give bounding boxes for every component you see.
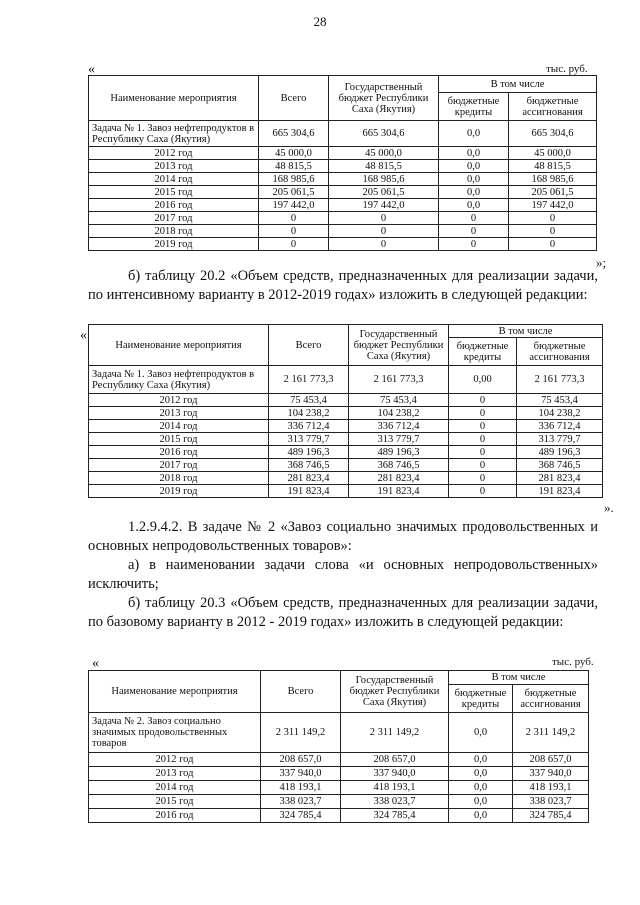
header-total: Всего [261,671,341,713]
header-allocations: бюджетные ассигнования [509,93,597,121]
value-cell: 418 193,1 [261,781,341,795]
header-credits: бюджетные кредиты [449,338,517,366]
header-total: Всего [269,325,349,366]
year-cell: 2014 год [89,420,269,433]
task-name-cell: Задача № 1. Завоз нефтепродуктов в Республику Саха (Якутия) [89,121,259,147]
value-cell: 337 940,0 [341,767,449,781]
value-cell: 0 [259,212,329,225]
value-cell: 104 238,2 [349,407,449,420]
value-cell: 0,0 [439,199,509,212]
value-cell: 0 [329,212,439,225]
value-cell: 281 823,4 [269,472,349,485]
quote-close-2: ». [604,500,614,515]
task-value-cell: 2 311 149,2 [261,713,341,753]
header-name: Наименование мероприятия [89,325,269,366]
value-cell: 104 238,2 [269,407,349,420]
year-cell: 2017 год [89,459,269,472]
value-cell: 45 000,0 [509,147,597,160]
header-including: В том числе [439,76,597,93]
value-cell: 48 815,5 [329,160,439,173]
table-row [89,173,597,186]
value-cell: 205 061,5 [329,186,439,199]
value-cell: 48 815,5 [259,160,329,173]
value-cell: 168 985,6 [329,173,439,186]
year-cell: 2016 год [89,199,259,212]
value-cell: 368 746,5 [517,459,603,472]
header-allocations: бюджетные ассигнования [513,685,589,713]
year-cell: 2013 год [89,160,259,173]
value-cell: 0 [449,433,517,446]
value-cell: 208 657,0 [341,753,449,767]
value-cell: 0 [509,225,597,238]
value-cell: 368 746,5 [269,459,349,472]
table-row [89,199,597,212]
task-row [89,713,589,753]
value-cell: 48 815,5 [509,160,597,173]
year-cell: 2018 год [89,472,269,485]
value-cell: 191 823,4 [349,485,449,498]
task-row [89,121,597,147]
value-cell: 205 061,5 [509,186,597,199]
value-cell: 336 712,4 [269,420,349,433]
value-cell: 0 [439,212,509,225]
table-row [89,147,597,160]
paragraph-table-20-2: б) таблицу 20.2 «Объем средств, предназначенных для реализации задачи, по интенсивному варианту в 2012-2019 годах» изложить в следующей редакции: [88,268,598,303]
year-cell: 2019 год [89,485,269,498]
task-value-cell: 665 304,6 [509,121,597,147]
task-value-cell: 2 311 149,2 [341,713,449,753]
year-cell: 2016 год [89,446,269,459]
task-value-cell: 2 161 773,3 [269,366,349,394]
year-cell: 2015 год [89,433,269,446]
value-cell: 338 023,7 [513,795,589,809]
year-cell: 2014 год [89,173,259,186]
value-cell: 104 238,2 [517,407,603,420]
header-budget: Государственный бюджет Республики Саха (Якутия) [341,671,449,713]
table-row [89,186,597,199]
value-cell: 0 [259,238,329,251]
year-cell: 2018 год [89,225,259,238]
task-name-cell: Задача № 2. Завоз социально значимых продовольственных товаров [89,713,261,753]
value-cell: 197 442,0 [259,199,329,212]
value-cell: 489 196,3 [349,446,449,459]
funding-table-3 [88,670,589,823]
table-row [89,420,603,433]
year-cell: 2014 год [89,781,261,795]
value-cell: 0 [449,485,517,498]
value-cell: 489 196,3 [517,446,603,459]
value-cell: 313 779,7 [517,433,603,446]
header-budget: Государственный бюджет Республики Саха (Якутия) [349,325,449,366]
paragraph-item-a: а) в наименовании задачи слова «и основных непродовольственных» исключить; [88,557,598,592]
value-cell: 324 785,4 [261,809,341,823]
value-cell: 0 [439,225,509,238]
task-value-cell: 665 304,6 [259,121,329,147]
table-row [89,795,589,809]
header-budget: Государственный бюджет Республики Саха (Якутия) [329,76,439,121]
table-row [89,472,603,485]
funding-table-1 [88,75,597,251]
year-cell: 2019 год [89,238,259,251]
value-cell: 0 [449,394,517,407]
header-including: В том числе [449,671,589,685]
quote-open-2: « [80,328,87,343]
table-row [89,809,589,823]
value-cell: 336 712,4 [349,420,449,433]
value-cell: 418 193,1 [513,781,589,795]
value-cell: 0 [449,459,517,472]
task-row [89,366,603,394]
value-cell: 0 [449,446,517,459]
header-name: Наименование мероприятия [89,671,261,713]
quote-close-1: »; [596,255,607,270]
unit-label-1: тыс. руб. [546,63,588,75]
table-row [89,394,603,407]
value-cell: 337 940,0 [513,767,589,781]
table-row [89,433,603,446]
year-cell: 2012 год [89,147,259,160]
value-cell: 337 940,0 [261,767,341,781]
value-cell: 205 061,5 [259,186,329,199]
value-cell: 0 [449,407,517,420]
table-row [89,225,597,238]
year-cell: 2012 год [89,394,269,407]
value-cell: 45 000,0 [259,147,329,160]
value-cell: 281 823,4 [517,472,603,485]
year-cell: 2013 год [89,767,261,781]
page-number: 28 [313,14,327,29]
value-cell: 75 453,4 [269,394,349,407]
value-cell: 0 [449,472,517,485]
header-credits: бюджетные кредиты [449,685,513,713]
value-cell: 336 712,4 [517,420,603,433]
value-cell: 191 823,4 [269,485,349,498]
year-cell: 2013 год [89,407,269,420]
value-cell: 0,0 [449,781,513,795]
value-cell: 168 985,6 [259,173,329,186]
value-cell: 0 [329,225,439,238]
table-row [89,485,603,498]
task-value-cell: 2 311 149,2 [513,713,589,753]
value-cell: 0 [329,238,439,251]
task-value-cell: 0,0 [439,121,509,147]
value-cell: 208 657,0 [261,753,341,767]
task-value-cell: 665 304,6 [329,121,439,147]
value-cell: 0,0 [449,795,513,809]
value-cell: 313 779,7 [349,433,449,446]
table-row [89,767,589,781]
value-cell: 0 [439,238,509,251]
table-row [89,753,589,767]
value-cell: 489 196,3 [269,446,349,459]
task-value-cell: 0,00 [449,366,517,394]
paragraph-table-20-3: б) таблицу 20.3 «Объем средств, предназначенных для реализации задачи, по базовому варианту в 2012 - 2019 годах» изложить в следующей редакции: [88,595,598,630]
value-cell: 0,0 [439,173,509,186]
table-row [89,446,603,459]
value-cell: 324 785,4 [513,809,589,823]
value-cell: 191 823,4 [517,485,603,498]
year-cell: 2015 год [89,186,259,199]
table-row [89,238,597,251]
paragraph-task-2: 1.2.9.4.2. В задаче № 2 «Завоз социально значимых продовольственных и основных непродовольственных товаров»: [88,519,598,554]
header-name: Наименование мероприятия [89,76,259,121]
header-including: В том числе [449,325,603,338]
table-row [89,407,603,420]
year-cell: 2016 год [89,809,261,823]
header-credits: бюджетные кредиты [439,93,509,121]
value-cell: 281 823,4 [349,472,449,485]
value-cell: 0,0 [439,186,509,199]
value-cell: 0,0 [449,809,513,823]
table-row [89,459,603,472]
value-cell: 0 [449,420,517,433]
value-cell: 197 442,0 [329,199,439,212]
value-cell: 0,0 [449,767,513,781]
year-cell: 2012 год [89,753,261,767]
value-cell: 368 746,5 [349,459,449,472]
value-cell: 0,0 [439,147,509,160]
task-value-cell: 0,0 [449,713,513,753]
header-allocations: бюджетные ассигнования [517,338,603,366]
funding-table-2 [88,324,603,498]
value-cell: 0,0 [449,753,513,767]
quote-open-1: « [88,62,95,77]
task-value-cell: 2 161 773,3 [517,366,603,394]
value-cell: 338 023,7 [341,795,449,809]
year-cell: 2017 год [89,212,259,225]
quote-open-3: « [92,656,99,671]
table-row [89,160,597,173]
value-cell: 168 985,6 [509,173,597,186]
value-cell: 418 193,1 [341,781,449,795]
value-cell: 0,0 [439,160,509,173]
value-cell: 324 785,4 [341,809,449,823]
value-cell: 0 [259,225,329,238]
value-cell: 208 657,0 [513,753,589,767]
value-cell: 197 442,0 [509,199,597,212]
task-value-cell: 2 161 773,3 [349,366,449,394]
value-cell: 313 779,7 [269,433,349,446]
value-cell: 75 453,4 [517,394,603,407]
table-row [89,781,589,795]
value-cell: 0 [509,212,597,225]
header-total: Всего [259,76,329,121]
value-cell: 75 453,4 [349,394,449,407]
task-name-cell: Задача № 1. Завоз нефтепродуктов в Республику Саха (Якутия) [89,366,269,394]
value-cell: 0 [509,238,597,251]
unit-label-3: тыс. руб. [552,656,594,668]
table-row [89,212,597,225]
value-cell: 45 000,0 [329,147,439,160]
year-cell: 2015 год [89,795,261,809]
value-cell: 338 023,7 [261,795,341,809]
